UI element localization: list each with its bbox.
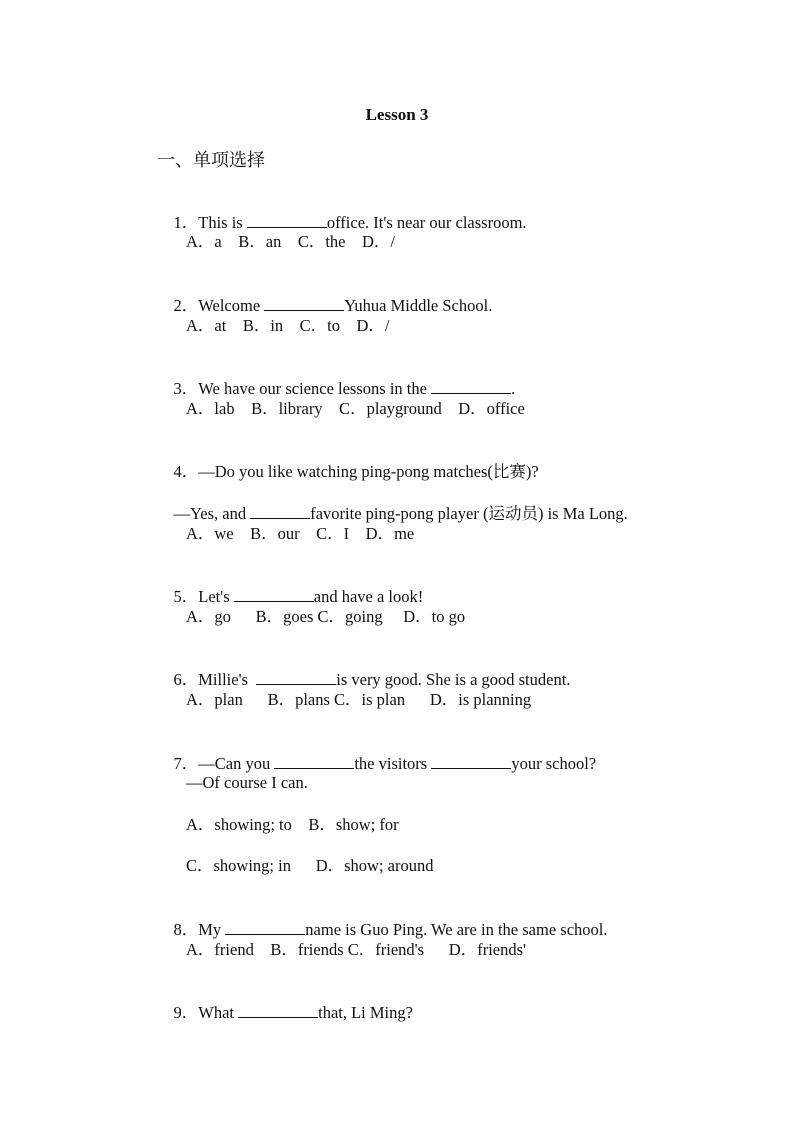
answer-blank [225,920,305,935]
question-text-post: name is Guo Ping. We are in the same school. [305,920,608,939]
answer-blank [274,754,354,769]
answer-blank [234,587,314,602]
page-title: Lesson 3 [365,105,429,124]
question-9 [157,980,413,1046]
question-text-pre: My [198,920,226,939]
question-3-options: A．lab B．library C．playground D．office [186,399,525,418]
question-2-options: A．at B．in C．to D．/ [186,316,390,335]
question-text-post: your school? [511,754,597,773]
question-number: 3． [173,379,199,398]
question-number: 2． [173,296,199,315]
question-number: 7． [173,754,199,773]
question-7-options-1: A．showing; to B．show; for [186,815,399,834]
question-4-options: A．we B．our C．I D．me [186,524,415,543]
question-text-pre: This is [198,213,247,232]
question-text-pre: Welcome [198,296,265,315]
answer-blank [264,296,344,311]
question-text-post: . [511,379,516,398]
answer-blank [250,504,310,519]
question-text-pre: Millie's [198,670,257,689]
question-text-pre: We have our science lessons in the [198,379,432,398]
question-text-pre: Let's [198,587,234,606]
question-text-pre: —Can you [198,754,275,773]
question-7-options-2: C．showing; in D．show; around [186,856,434,875]
question-7-reply: —Of course I can. [186,773,308,792]
question-text-post: Yuhua Middle School. [344,296,493,315]
question-number: 1． [173,213,199,232]
answer-blank [256,670,336,685]
question-number: 6． [173,670,199,689]
question-text: —Do you like watching ping-pong matches(比赛)? [198,462,539,481]
question-text-pre: What [198,1003,239,1022]
answer-blank [431,754,511,769]
answer-blank [238,1003,318,1018]
question-text-mid: the visitors [354,754,432,773]
question-text-post: that, Li Ming? [318,1003,413,1022]
question-text-post: and have a look! [313,587,424,606]
question-text-pre: —Yes, and [173,504,251,523]
question-number: 8． [173,920,199,939]
question-text-post: is very good. She is a good student. [336,670,571,689]
question-number: 4． [173,462,199,481]
section-heading: 一、单项选择 [157,150,265,171]
question-number: 5． [173,587,199,606]
question-8-options: A．friend B．friends C．friend's D．friends' [186,940,527,959]
question-5-options: A．go B．goes C．going D．to go [186,607,466,626]
question-number: 9． [173,1003,199,1022]
question-6-options: A．plan B．plans C．is plan D．is planning [186,690,532,709]
answer-blank [247,213,327,228]
question-text-post: favorite ping-pong player (运动员) is Ma Long. [310,504,628,523]
question-text-post: office. It's near our classroom. [326,213,527,232]
question-1-options: A．a B．an C．the D．/ [186,232,395,251]
answer-blank [431,379,511,394]
